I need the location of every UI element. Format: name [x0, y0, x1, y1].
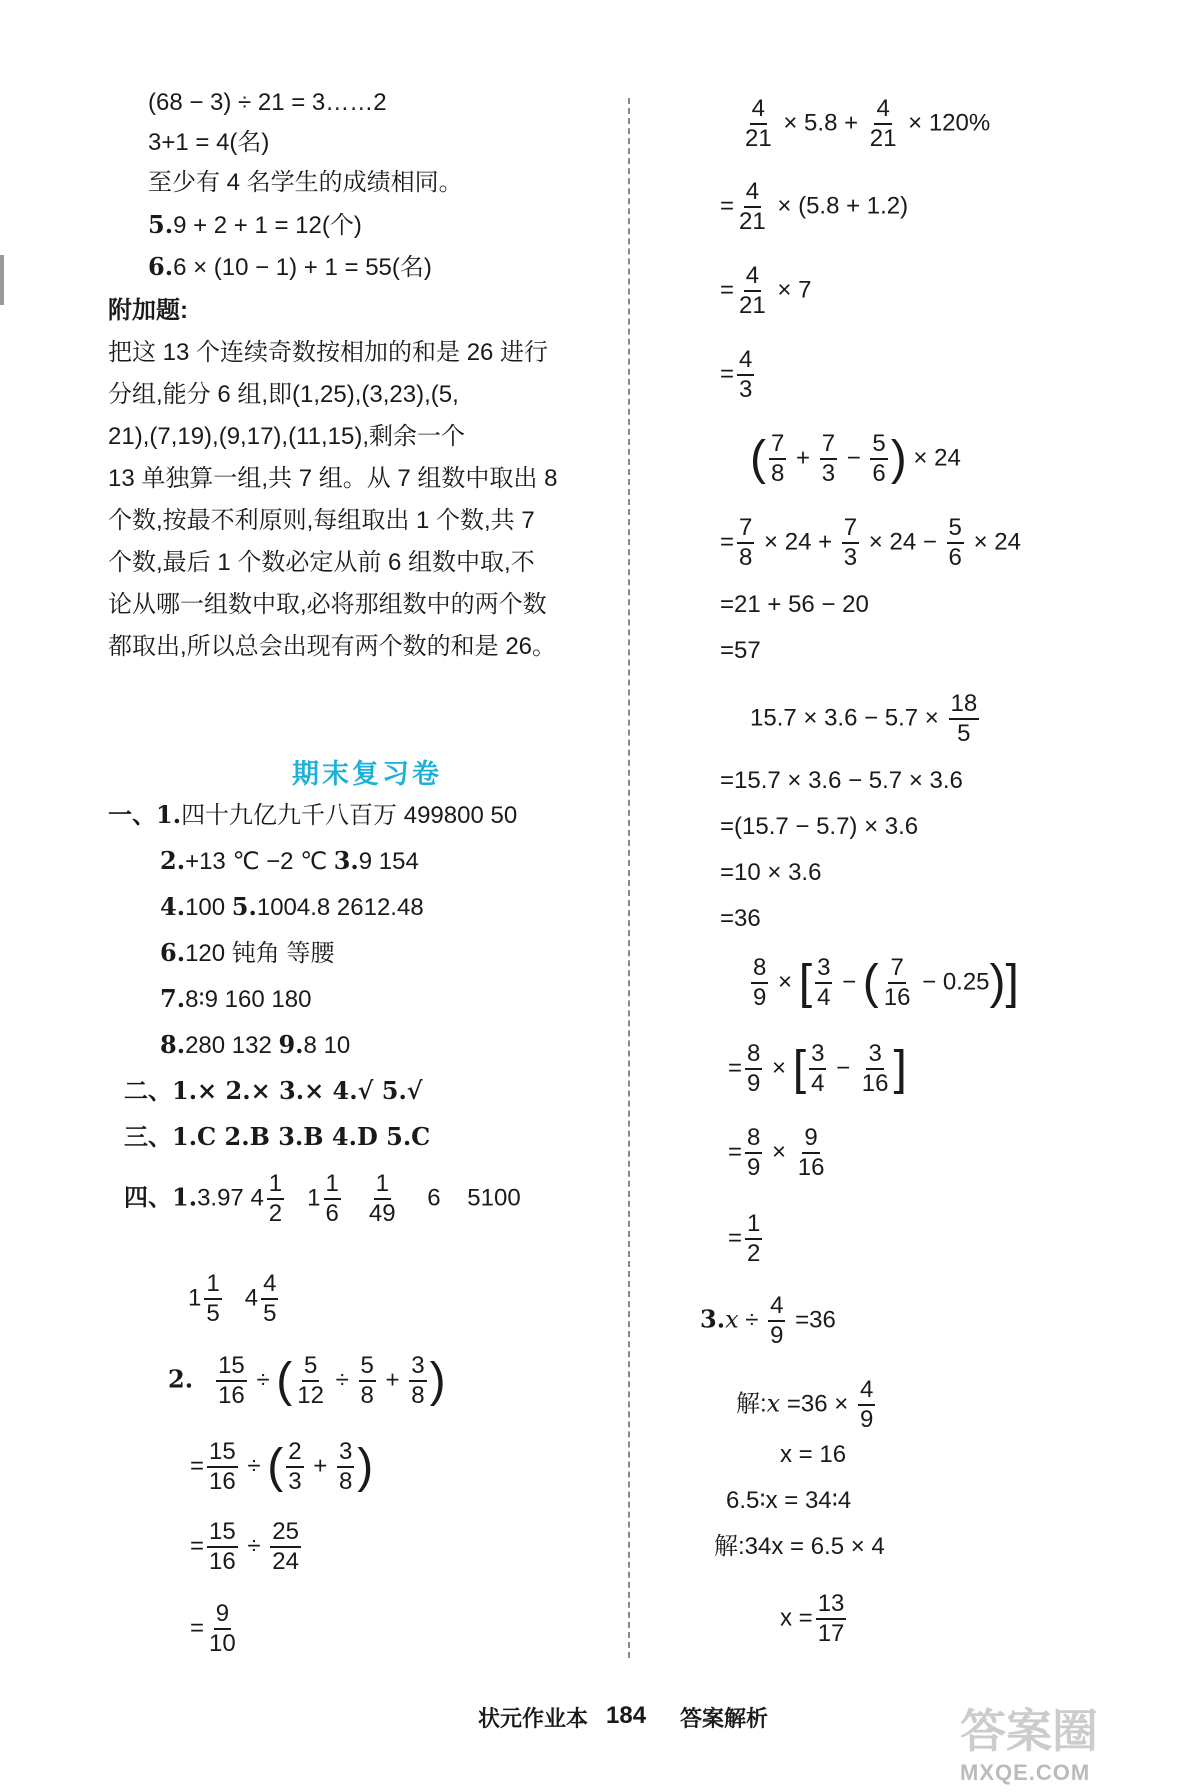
answer-line: 4.100 5.1004.8 2612.48: [160, 892, 424, 921]
math-expression: $\frac{4}{21}$ × 5.8 + $\frac{4}{21}$ × 120%: [745, 95, 991, 152]
text-line: 至少有 4 名学生的成绩相同。: [148, 169, 463, 196]
text-line: 把这 13 个连续奇数按相加的和是 26 进行: [108, 339, 549, 366]
text-line: 个数,按最不利原则,每组取出 1 个数,共 7: [108, 507, 535, 534]
math-expression: x = $\frac{13}{17}$: [780, 1590, 845, 1647]
math-expression: = $\frac{15}{16}$ ÷ $\frac{25}{24}$: [190, 1518, 299, 1575]
math-expression: 1 $\frac{1}{5}$ 4 $\frac{4}{5}$: [188, 1270, 277, 1327]
footer-section: 答案解析: [680, 1706, 769, 1731]
math-expression: = $\frac{4}{21}$ × (5.8 + 1.2): [720, 178, 909, 235]
math-expression: 15.7 × 3.6 − 5.7 × $\frac{18}{5}$: [750, 690, 978, 747]
math-expression: 解:x =36 × $\frac{4}{9}$: [736, 1376, 874, 1433]
math-expression: = $\frac{4}{21}$ × 7: [720, 262, 812, 319]
math-expression: =(15.7 − 5.7) × 3.6: [720, 813, 919, 840]
math-expression: = $\frac{9}{10}$: [190, 1600, 236, 1657]
section-title: 期末复习卷: [292, 759, 442, 790]
math-expression: =21 + 56 − 20: [720, 591, 869, 618]
math-expression: $\frac{8}{9}$ × [ $\frac{3}{4}$ − ( $\frac{7}{16}$ − 0.25)]: [753, 954, 1019, 1011]
text-line: 5.9 + 2 + 1 = 12(个): [148, 210, 362, 239]
watermark-logo: 答案圈: [960, 1704, 1098, 1758]
page-edge-mark: [0, 255, 4, 305]
footer-book-title: 状元作业本: [478, 1706, 589, 1731]
text-line: 3+1 = 4(名): [148, 129, 270, 156]
text-line: 分组,能分 6 组,即(1,25),(3,23),(5,: [108, 381, 459, 408]
text-line: 论从哪一组数中取,必将那组数中的两个数: [108, 591, 547, 618]
math-expression: = $\frac{7}{8}$ × 24 + $\frac{7}{3}$ × 24 − $\frac{5}{6}$ × 24: [720, 514, 1021, 571]
math-expression: =15.7 × 3.6 − 5.7 × 3.6: [720, 767, 963, 794]
answer-line: 6.120 钝角 等腰: [160, 938, 335, 967]
text-line: 个数,最后 1 个数必定从前 6 组数中取,不: [108, 549, 535, 576]
answer-line: 7.8∶9 160 180: [160, 984, 312, 1013]
math-expression: =36: [720, 905, 761, 932]
math-expression: = $\frac{8}{9}$ × $\frac{9}{16}$: [728, 1124, 825, 1181]
math-expression: = $\frac{1}{2}$: [728, 1210, 761, 1267]
column-divider: [628, 98, 630, 1658]
math-expression: 四、1.3.97 4 $\frac{1}{2}$ 1 $\frac{1}{6}$ $\frac{1}{49}$ 6 5100: [124, 1170, 521, 1227]
math-expression: 6.5∶x = 34∶4: [726, 1487, 852, 1514]
math-expression: = $\frac{4}{3}$: [720, 346, 753, 403]
answer-line: 三、1.C 2.B 3.B 4.D 5.C: [124, 1122, 431, 1151]
math-expression: =57: [720, 637, 761, 664]
text-line: (68 − 3) ÷ 21 = 3……2: [148, 89, 387, 116]
math-expression: = $\frac{8}{9}$ × [ $\frac{3}{4}$ − $\frac{3}{16}$ ]: [728, 1040, 907, 1097]
math-expression: ( $\frac{7}{8}$ + $\frac{7}{3}$ − $\frac{5}{6}$ ) × 24: [750, 430, 961, 487]
page-number: 184: [606, 1702, 647, 1729]
answer-line: 2.+13 ℃ −2 ℃ 3.9 154: [160, 846, 419, 875]
text-line: 6.6 × (10 − 1) + 1 = 55(名): [148, 252, 432, 281]
math-expression: 解:34x = 6.5 × 4: [714, 1533, 885, 1560]
math-expression: 2. $\frac{15}{16}$ ÷ ( $\frac{5}{12}$ ÷ $\frac{5}{8}$ + $\frac{3}{8}$ ): [168, 1352, 446, 1409]
math-expression: x = 16: [780, 1441, 847, 1468]
math-expression: = $\frac{15}{16}$ ÷ ( $\frac{2}{3}$ + $\frac{3}{8}$ ): [190, 1438, 374, 1495]
watermark-url: MXQE.COM: [960, 1760, 1091, 1785]
section-heading: 附加题:: [108, 297, 188, 324]
answer-line: 二、1.× 2.× 3.× 4.√ 5.√: [124, 1076, 423, 1105]
text-line: 都取出,所以总会出现有两个数的和是 26。: [108, 633, 557, 660]
math-expression: 3.x ÷ $\frac{4}{9}$ =36: [700, 1292, 836, 1349]
answer-line: 一、1.四十九亿九千八百万 499800 50: [108, 800, 518, 829]
answer-line: 8.280 132 9.8 10: [160, 1030, 351, 1059]
math-expression: =10 × 3.6: [720, 859, 822, 886]
text-line: 13 单独算一组,共 7 组。从 7 组数中取出 8: [108, 465, 558, 492]
text-line: 21),(7,19),(9,17),(11,15),剩余一个: [108, 423, 466, 450]
